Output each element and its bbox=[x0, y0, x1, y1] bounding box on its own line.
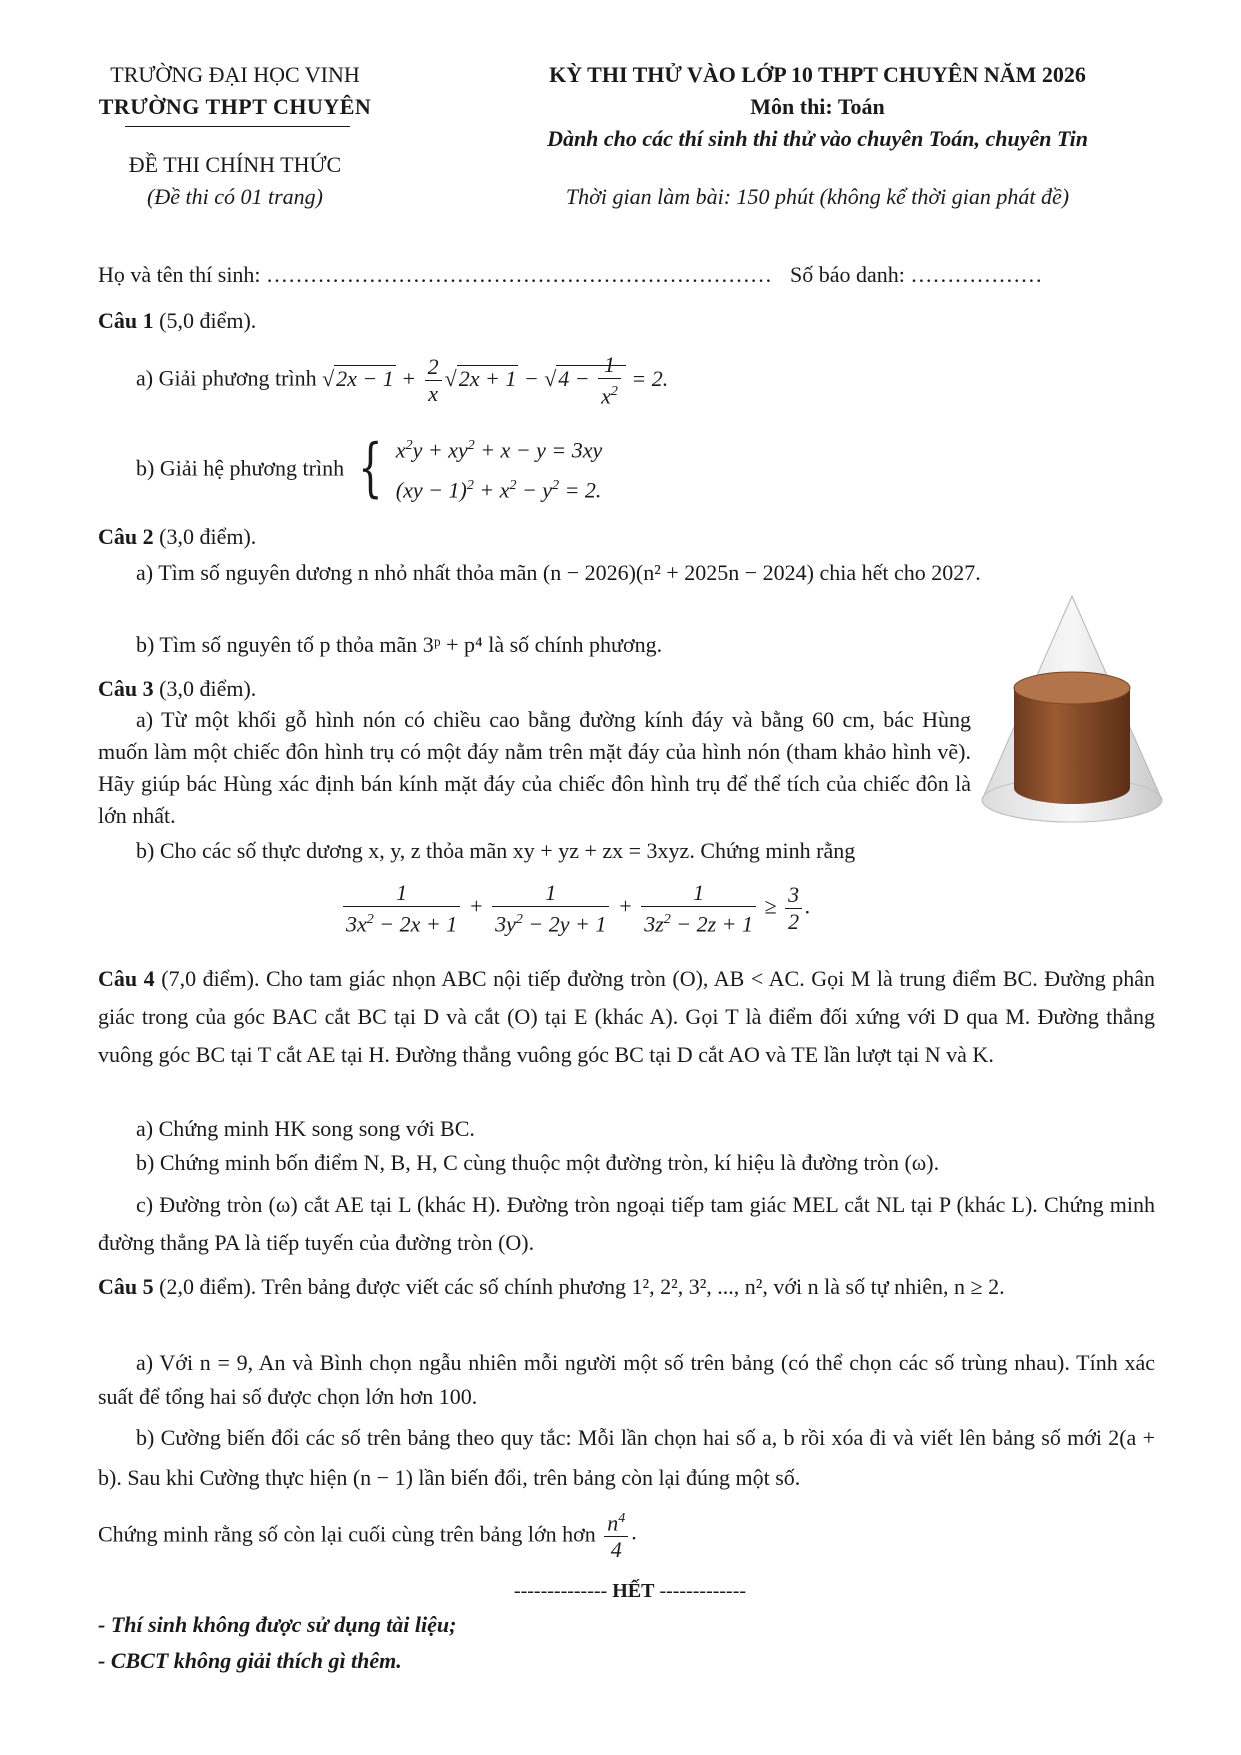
note-no-explanation: - CBCT không giải thích gì thêm. bbox=[98, 1648, 402, 1673]
q3-points: (3,0 điểm). bbox=[159, 676, 257, 701]
q3a: a) Từ một khối gỗ hình nón có chiều cao bằng đường kính đáy và bằng 60 cm, bác Hùng muốn làm một chiếc đôn hình trụ có một đáy nằm trên mặt đáy của hình nón (tham khảo hình vẽ). Hãy giúp bác Hùng xác định bán kính mặt đáy của chiếc đôn hình trụ để thể tích của chiếc đôn là lớn nhất. bbox=[98, 707, 971, 828]
q3b-inequality: $\frac{1}{3x^2 - 2x + 1}$ + $\frac{1}{3y^2 - 2y + 1}$ + $\frac{1}{3z^2 - 2z + 1}$ ≥ $\frac{3}{2}$ . bbox=[340, 880, 811, 937]
candidate-id-label: Số báo danh: bbox=[790, 262, 905, 287]
note-no-documents: - Thí sinh không được sử dụng tài liệu; bbox=[98, 1612, 457, 1637]
header-divider bbox=[125, 126, 350, 127]
q4-title: Câu 4 bbox=[98, 966, 155, 991]
q2a: a) Tìm số nguyên dương n nhỏ nhất thỏa mãn (n − 2026)(n² + 2025n − 2024) chia hết cho 2027. bbox=[136, 560, 981, 585]
q5-intro-text: Trên bảng được viết các số chính phương 1², 2², 3², ..., n², với n là số tự nhiên, n ≥ 2. bbox=[261, 1274, 1005, 1299]
q1a bbox=[136, 352, 1155, 409]
q2-heading bbox=[98, 520, 1155, 554]
university-name: TRƯỜNG ĐẠI HỌC VINH bbox=[110, 62, 360, 87]
candidate-name-dots: …………………………………………………………… bbox=[266, 262, 773, 287]
q2b: b) Tìm số nguyên tố p thỏa mãn 3ᵖ + p⁴ là số chính phương. bbox=[136, 632, 663, 657]
q5c-text: Chứng minh rằng số còn lại cuối cùng trên bảng lớn hơn bbox=[98, 1521, 596, 1547]
official-label: ĐỀ THI CHÍNH THỨC bbox=[128, 152, 342, 177]
candidate-id-dots: ……………… bbox=[910, 262, 1043, 287]
q1-points: (5,0 điểm). bbox=[159, 308, 257, 333]
candidate-name-label: Họ và tên thí sinh: bbox=[98, 262, 261, 287]
q5-intro bbox=[98, 1268, 1155, 1306]
end-marker: -------------- HẾT ------------- bbox=[513, 1580, 747, 1602]
exam-time: Thời gian làm bài: 150 phút (không kể thời gian phát đề) bbox=[565, 184, 1070, 209]
q4-intro bbox=[98, 960, 1155, 1074]
exam-subject: Môn thi: Toán bbox=[750, 94, 885, 119]
q4a: a) Chứng minh HK song song với BC. bbox=[136, 1116, 475, 1141]
q5c: Chứng minh rằng số còn lại cuối cùng trên bảng lớn hơn $\frac{n^4}{4}$ . bbox=[98, 1506, 1155, 1563]
candidate-id-row bbox=[790, 262, 1042, 288]
q4c: c) Đường tròn (ω) cắt AE tại L (khác H). Đường tròn ngoại tiếp tam giác MEL cắt NL tại P (khác L). Chứng minh đường thẳng PA là tiếp tuyến của đường tròn (O). bbox=[98, 1192, 1155, 1255]
system-brace: { bbox=[357, 431, 383, 506]
candidate-name-row bbox=[98, 262, 772, 288]
cone-cylinder-figure bbox=[972, 592, 1172, 826]
q1b-system: $x^2y + xy^2 + x - y = 3xy$ $(xy - 1)^2 + x^2 - y^2 = 2$. bbox=[395, 437, 603, 503]
q4-points: (7,0 điểm). bbox=[161, 966, 260, 991]
q3b: b) Cho các số thực dương x, y, z thỏa mãn xy + yz + zx = 3xyz. Chứng minh rằng bbox=[136, 838, 856, 863]
q1-heading bbox=[98, 304, 1155, 338]
q1-title: Câu 1 bbox=[98, 308, 154, 333]
q3-title: Câu 3 bbox=[98, 676, 154, 701]
school-name: TRƯỜNG THPT CHUYÊN bbox=[98, 94, 372, 119]
q1a-equation: √2x − 1 + $\frac{2}{x}$ √2x + 1 − √4 − $\frac{1}{x^2}$ = 2. bbox=[322, 352, 669, 409]
n4-over-4: $\frac{n^4}{4}$ bbox=[604, 1506, 628, 1563]
q5-title: Câu 5 bbox=[98, 1274, 154, 1299]
exam-audience: Dành cho các thí sinh thi thử vào chuyên Toán, chuyên Tin bbox=[547, 126, 1088, 151]
q4b: b) Chứng minh bốn điểm N, B, H, C cùng thuộc một đường tròn, kí hiệu là đường tròn (ω). bbox=[136, 1150, 940, 1175]
q5-points: (2,0 điểm). bbox=[159, 1274, 257, 1299]
q1a-text: a) Giải phương trình bbox=[136, 365, 317, 391]
q4-intro-text: Cho tam giác nhọn ABC nội tiếp đường tròn (O), AB < AC. Gọi M là trung điểm BC. Đường phân giác trong của góc BAC cắt BC tại D và cắt (O) tại E (khác A). Gọi T là điểm đối xứng với D qua M. Đường thẳng vuông góc BC tại T cắt AE tại H. Đường thẳng vuông góc BC tại D cắt AO và TE lần lượt tại N và K. bbox=[98, 966, 1156, 1067]
page-count: (Đề thi có 01 trang) bbox=[147, 184, 323, 209]
q1b bbox=[136, 428, 1155, 509]
end-label: HẾT bbox=[612, 1580, 655, 1602]
q1b-text: b) Giải hệ phương trình bbox=[136, 455, 345, 481]
q5b: b) Cường biến đổi các số trên bảng theo quy tắc: Mỗi lần chọn hai số a, b rồi xóa đi và viết lên bảng số mới 2(a + b). Sau khi Cường thực hiện (n − 1) lần biến đổi, trên bảng còn lại đúng một số. bbox=[98, 1425, 1155, 1490]
q2-points: (3,0 điểm). bbox=[159, 524, 257, 549]
q2-title: Câu 2 bbox=[98, 524, 154, 549]
exam-title: KỲ THI THỬ VÀO LỚP 10 THPT CHUYÊN NĂM 2026 bbox=[549, 62, 1086, 87]
q5a: a) Với n = 9, An và Bình chọn ngẫu nhiên mỗi người một số trên bảng (có thể chọn các số trùng nhau). Tính xác suất để tổng hai số được chọn lớn hơn 100. bbox=[98, 1350, 1155, 1409]
